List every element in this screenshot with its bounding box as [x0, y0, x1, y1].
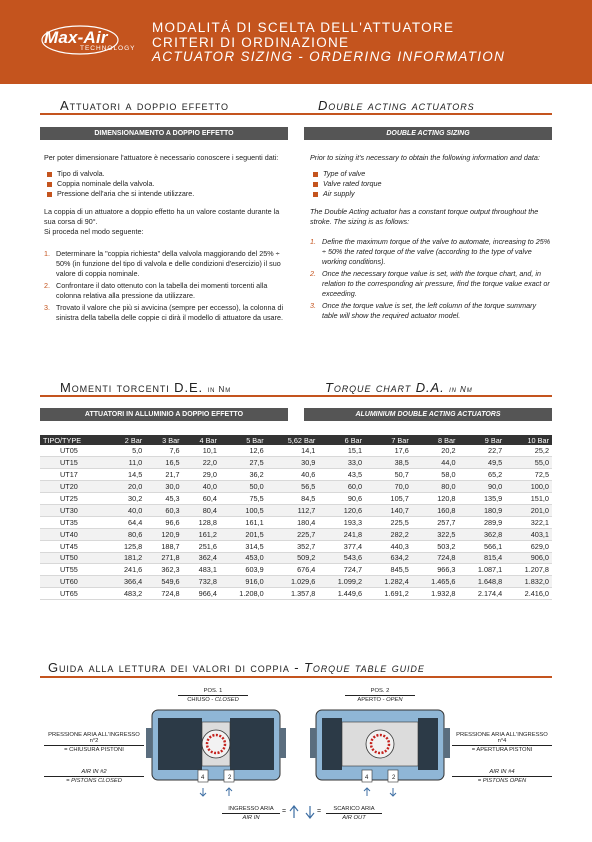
model-cell: UT05	[40, 445, 108, 457]
torque-cell: 40,0	[108, 504, 145, 516]
port-label: 4	[365, 775, 369, 781]
torque-cell: 120,6	[318, 504, 365, 516]
table-row	[40, 457, 552, 469]
torque-cell: 1.099,2	[318, 576, 365, 588]
model-cell: UT35	[40, 516, 108, 528]
torque-cell: 60,3	[145, 504, 182, 516]
column-header: 2 Bar	[108, 435, 145, 445]
arrow-down-icon	[305, 805, 315, 819]
torque-cell: 509,2	[267, 552, 319, 564]
torque-cell: 151,0	[505, 493, 552, 505]
torque-cell: 322,5	[412, 528, 459, 540]
torque-cell: 724,7	[318, 564, 365, 576]
torque-cell: 966,4	[183, 588, 220, 600]
arrow-up-icon	[289, 805, 299, 819]
pos2-label: POS. 2 APERTO - OPEN	[345, 688, 415, 703]
port-label: 4	[201, 775, 205, 781]
page-title	[152, 21, 505, 65]
title-line-2: CRITERI DI ORDINAZIONE	[152, 34, 350, 50]
para2-it: Si proceda nel modo seguente:	[44, 227, 144, 236]
torque-cell: 225,5	[365, 516, 412, 528]
torque-cell: 22,0	[183, 457, 220, 469]
torque-cell: 566,1	[459, 540, 506, 552]
port-label: 2	[392, 775, 396, 781]
torque-cell: 84,5	[267, 493, 319, 505]
torque-cell: 58,0	[412, 469, 459, 481]
torque-cell: 193,3	[318, 516, 365, 528]
torque-cell: 72,5	[505, 469, 552, 481]
torque-cell: 60,0	[318, 481, 365, 493]
torque-cell: 225,7	[267, 528, 319, 540]
torque-cell: 75,5	[220, 493, 267, 505]
torque-cell: 60,4	[183, 493, 220, 505]
torque-cell: 251,6	[183, 540, 220, 552]
step-item: 2. Confrontare il dato ottenuto con la tabella dei momenti torcenti alla colonna relativa alla pressione da utilizzare.	[44, 281, 268, 300]
torque-cell: 549,6	[145, 576, 182, 588]
torque-cell: 96,6	[145, 516, 182, 528]
torque-cell: 1.208,0	[220, 588, 267, 600]
intro-en: Prior to sizing it's necessary to obtain the following information and data:	[310, 153, 540, 162]
torque-cell: 65,2	[459, 469, 506, 481]
column-header: 8 Bar	[412, 435, 459, 445]
bullet-item: Type of valve	[310, 169, 552, 179]
torque-cell: 629,0	[505, 540, 552, 552]
torque-cell: 483,2	[108, 588, 145, 600]
section1-divider	[40, 113, 552, 115]
torque-cell: 50,0	[220, 481, 267, 493]
torque-cell: 732,8	[183, 576, 220, 588]
torque-cell: 201,0	[505, 504, 552, 516]
right-pressure-label: PRESSIONE ARIA ALL'INGRESSO n°4 = APERTURA PISTONI AIR IN #4 = PISTONS OPEN	[452, 732, 552, 784]
bullet-item: Coppia nominale della valvola.	[44, 179, 288, 189]
torque-cell: 362,8	[459, 528, 506, 540]
table-row	[40, 445, 552, 457]
torque-cell: 14,1	[267, 445, 319, 457]
torque-cell: 1.087,1	[459, 564, 506, 576]
max-air-logo	[40, 22, 140, 60]
model-cell: UT15	[40, 457, 108, 469]
section2-title-en: Torque chart D.A. in Nm	[325, 380, 473, 395]
torque-cell: 453,0	[220, 552, 267, 564]
torque-cell: 503,2	[412, 540, 459, 552]
intro-it: Per poter dimensionare l'attuatore è necessario conoscere i seguenti dati:	[44, 153, 279, 162]
torque-cell: 362,4	[183, 552, 220, 564]
torque-cell: 55,0	[505, 457, 552, 469]
model-cell: UT60	[40, 576, 108, 588]
column-header: 10 Bar	[505, 435, 552, 445]
torque-cell: 241,8	[318, 528, 365, 540]
column-header: 9 Bar	[459, 435, 506, 445]
torque-cell: 676,4	[267, 564, 319, 576]
table-row	[40, 516, 552, 528]
model-cell: UT20	[40, 481, 108, 493]
torque-cell: 966,3	[412, 564, 459, 576]
torque-cell: 105,7	[365, 493, 412, 505]
torque-cell: 120,9	[145, 528, 182, 540]
torque-cell: 2.416,0	[505, 588, 552, 600]
logo-text: Max-Air	[44, 28, 108, 47]
step-item: 3. Once the torque value is set, the left column of the torque summary table will show the required actuator model.	[310, 301, 537, 320]
torque-cell: 314,5	[220, 540, 267, 552]
torque-cell: 160,8	[412, 504, 459, 516]
torque-cell: 80,6	[108, 528, 145, 540]
torque-cell: 7,6	[145, 445, 182, 457]
torque-cell: 181,2	[108, 552, 145, 564]
torque-cell: 289,9	[459, 516, 506, 528]
torque-cell: 45,3	[145, 493, 182, 505]
torque-cell: 56,5	[267, 481, 319, 493]
bullet-item: Tipo di valvola.	[44, 169, 288, 179]
torque-cell: 483,1	[183, 564, 220, 576]
column-header: 6 Bar	[318, 435, 365, 445]
torque-cell: 90,6	[318, 493, 365, 505]
torque-cell: 17,6	[365, 445, 412, 457]
torque-cell: 30,2	[108, 493, 145, 505]
torque-cell: 603,9	[220, 564, 267, 576]
torque-cell: 161,1	[220, 516, 267, 528]
model-cell: UT45	[40, 540, 108, 552]
actuator-closed-diagram	[146, 708, 286, 800]
torque-cell: 21,7	[145, 469, 182, 481]
bullet-item: Valve rated torque	[310, 179, 552, 189]
torque-cell: 10,1	[183, 445, 220, 457]
column-header: 4 Bar	[183, 435, 220, 445]
torque-cell: 2.174,4	[459, 588, 506, 600]
bullet-item: Air supply	[310, 189, 552, 199]
torque-cell: 22,7	[459, 445, 506, 457]
legend-eq: =	[317, 808, 322, 815]
step-item: 1. Determinare la "coppia richiesta" della valvola maggiorando del 25% ÷ 50% (in funzione del tipo di valvola e delle condizioni d'esercizio) il suo valore di coppia nominale.	[44, 249, 281, 278]
torque-cell: 112,7	[267, 504, 319, 516]
model-cell: UT30	[40, 504, 108, 516]
torque-cell: 180,9	[459, 504, 506, 516]
torque-cell: 29,0	[183, 469, 220, 481]
torque-cell: 1.465,6	[412, 576, 459, 588]
torque-cell: 440,3	[365, 540, 412, 552]
torque-cell: 362,3	[145, 564, 182, 576]
torque-cell: 403,1	[505, 528, 552, 540]
torque-cell: 1.029,6	[267, 576, 319, 588]
torque-cell: 1.449,6	[318, 588, 365, 600]
port-label: 2	[228, 775, 232, 781]
torque-cell: 543,6	[318, 552, 365, 564]
bullet-list-en	[310, 169, 552, 199]
table-row	[40, 493, 552, 505]
section2-title-it: Momenti torcenti D.E. in Nm	[60, 380, 232, 395]
step-list-it	[44, 249, 288, 323]
torque-cell: 30,0	[145, 481, 182, 493]
torque-cell: 80,0	[412, 481, 459, 493]
torque-cell: 188,7	[145, 540, 182, 552]
torque-cell: 322,1	[505, 516, 552, 528]
torque-cell: 44,0	[412, 457, 459, 469]
page-header	[0, 0, 592, 84]
column-header: TIPO/TYPE	[40, 435, 108, 445]
section3-divider	[40, 676, 552, 678]
torque-cell: 12,6	[220, 445, 267, 457]
torque-cell: 201,5	[220, 528, 267, 540]
torque-cell: 90,0	[459, 481, 506, 493]
torque-cell: 140,7	[365, 504, 412, 516]
torque-cell: 38,5	[365, 457, 412, 469]
torque-cell: 1.207,8	[505, 564, 552, 576]
section3-title: Guida alla lettura dei valori di coppia - Torque table guide	[48, 660, 425, 675]
torque-cell: 30,9	[267, 457, 319, 469]
torque-cell: 180,4	[267, 516, 319, 528]
torque-cell: 257,7	[412, 516, 459, 528]
torque-cell: 16,5	[145, 457, 182, 469]
torque-cell: 100,0	[505, 481, 552, 493]
model-cell: UT17	[40, 469, 108, 481]
torque-cell: 1.691,2	[365, 588, 412, 600]
torque-cell: 20,0	[108, 481, 145, 493]
model-cell: UT55	[40, 564, 108, 576]
torque-cell: 40,6	[267, 469, 319, 481]
torque-cell: 43,5	[318, 469, 365, 481]
torque-cell: 282,2	[365, 528, 412, 540]
torque-cell: 20,2	[412, 445, 459, 457]
table-row	[40, 588, 552, 600]
torque-cell: 70,0	[365, 481, 412, 493]
section1-subhead-it: DIMENSIONAMENTO A DOPPIO EFFETTO	[40, 127, 288, 140]
torque-cell: 80,4	[183, 504, 220, 516]
table-row	[40, 528, 552, 540]
torque-cell: 377,4	[318, 540, 365, 552]
step-item: 2. Once the necessary torque value is set, with the torque chart, and, in relation to the corresponding air pressure, find the torque value exact or exceeding.	[310, 269, 550, 298]
torque-cell: 352,7	[267, 540, 319, 552]
torque-cell: 1.357,8	[267, 588, 319, 600]
column-header: 3 Bar	[145, 435, 182, 445]
table-row	[40, 552, 552, 564]
section1-title-en: Double acting actuators	[318, 98, 475, 113]
torque-cell: 271,8	[145, 552, 182, 564]
para1-en: The Double Acting actuator has a constant torque output throughout the stroke. The sizing is as follows:	[310, 207, 539, 226]
table-row	[40, 576, 552, 588]
torque-cell: 120,8	[412, 493, 459, 505]
column-header: 5,62 Bar	[267, 435, 319, 445]
torque-cell: 128,8	[183, 516, 220, 528]
torque-cell: 815,4	[459, 552, 506, 564]
section2-subhead-it: ATTUATORI IN ALLUMINIO A DOPPIO EFFETTO	[40, 408, 288, 421]
torque-cell: 11,0	[108, 457, 145, 469]
title-line-3: ACTUATOR SIZING - ORDERING INFORMATION	[152, 49, 506, 64]
para1-it: La coppia di un attuatore a doppio effetto ha un valore costante durante la sua corsa di 90°.	[44, 207, 280, 226]
table-row	[40, 504, 552, 516]
torque-cell: 724,8	[412, 552, 459, 564]
section1-title-it: Attuatori a doppio effetto	[60, 98, 229, 113]
torque-cell: 634,2	[365, 552, 412, 564]
bullet-item: Pressione dell'aria che si intende utilizzare.	[44, 189, 288, 199]
torque-cell: 916,0	[220, 576, 267, 588]
torque-cell: 25,2	[505, 445, 552, 457]
step-list-en	[310, 237, 552, 321]
model-cell: UT65	[40, 588, 108, 600]
torque-cell: 50,7	[365, 469, 412, 481]
torque-cell: 100,5	[220, 504, 267, 516]
torque-cell: 1.832,0	[505, 576, 552, 588]
torque-cell: 1.282,4	[365, 576, 412, 588]
torque-cell: 15,1	[318, 445, 365, 457]
torque-cell: 241,6	[108, 564, 145, 576]
torque-cell: 5,0	[108, 445, 145, 457]
torque-cell: 845,5	[365, 564, 412, 576]
torque-cell: 27,5	[220, 457, 267, 469]
bullet-list-it	[44, 169, 288, 199]
section1-subhead-en: DOUBLE ACTING SIZING	[304, 127, 552, 140]
column-header: 7 Bar	[365, 435, 412, 445]
air-out-legend: SCARICO ARIA AIR OUT	[326, 806, 382, 821]
title-line-1: MODALITÁ DI SCELTA DELL'ATTUATORE	[152, 20, 455, 35]
section1-text-it	[44, 153, 288, 325]
torque-cell: 724,8	[145, 588, 182, 600]
model-cell: UT40	[40, 528, 108, 540]
step-item: 3. Trovato il valore che più si avvicina (sempre per eccesso), la colonna di sinistra della tabella delle coppie ci dirà il modello di attuatore da usare.	[44, 303, 284, 322]
legend-eq: =	[282, 808, 287, 815]
torque-cell: 49,5	[459, 457, 506, 469]
model-cell: UT50	[40, 552, 108, 564]
table-row	[40, 540, 552, 552]
torque-cell: 125,8	[108, 540, 145, 552]
torque-cell: 161,2	[183, 528, 220, 540]
model-cell: UT25	[40, 493, 108, 505]
left-pressure-label: PRESSIONE ARIA ALL'INGRESSO n°2 = CHIUSURA PISTONI AIR IN #2 = PISTONS CLOSED	[44, 732, 144, 784]
torque-cell: 906,0	[505, 552, 552, 564]
table-row	[40, 469, 552, 481]
torque-cell: 366,4	[108, 576, 145, 588]
torque-cell: 135,9	[459, 493, 506, 505]
torque-cell: 1.648,8	[459, 576, 506, 588]
air-in-legend: INGRESSO ARIA AIR IN	[222, 806, 280, 821]
section1-text-en	[310, 153, 552, 323]
torque-cell: 1.932,8	[412, 588, 459, 600]
torque-cell: 14,5	[108, 469, 145, 481]
table-header-row	[40, 435, 552, 445]
section2-subhead-en: ALUMINIUM DOUBLE ACTING ACTUATORS	[304, 408, 552, 421]
actuator-open-diagram	[310, 708, 450, 800]
torque-cell: 33,0	[318, 457, 365, 469]
torque-cell: 40,0	[183, 481, 220, 493]
torque-table	[40, 435, 552, 600]
torque-cell: 36,2	[220, 469, 267, 481]
table-row	[40, 564, 552, 576]
pos1-label: POS. 1 CHIUSO - CLOSED	[178, 688, 248, 703]
section2-divider	[40, 395, 552, 397]
torque-cell: 64,4	[108, 516, 145, 528]
step-item: 1. Define the maximum torque of the valve to automate, increasing to 25% ÷ 50% the rated torque of the valve (according to the type of valve working conditions).	[310, 237, 551, 266]
column-header: 5 Bar	[220, 435, 267, 445]
logo-subtitle: TECHNOLOGY	[80, 45, 136, 52]
table-row	[40, 481, 552, 493]
